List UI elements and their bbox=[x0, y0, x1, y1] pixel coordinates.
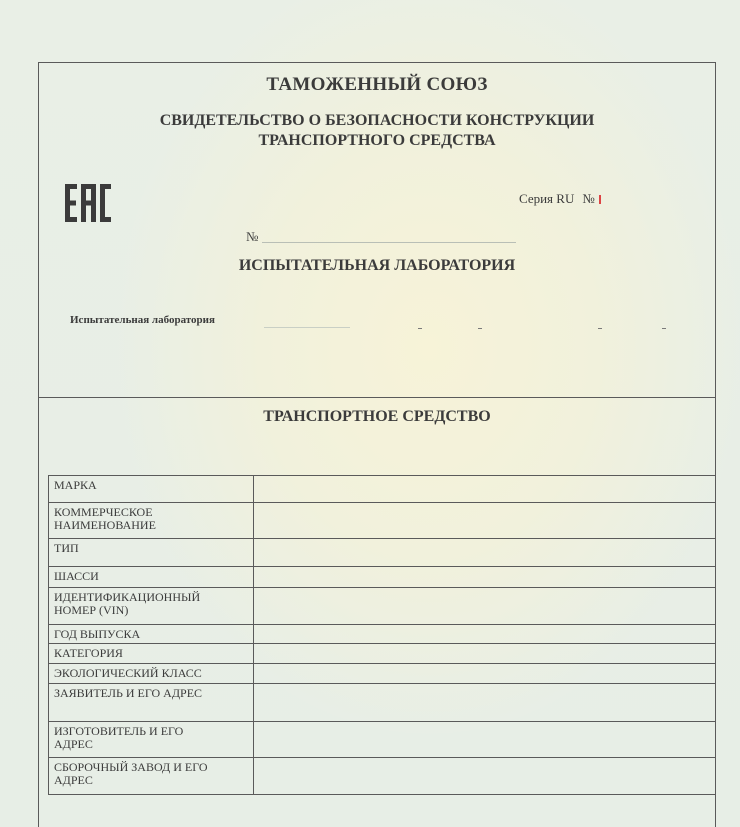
certificate-title-line2: ТРАНСПОРТНОГО СРЕДСТВА bbox=[258, 132, 496, 149]
row-label-assembly-plant: СБОРОЧНЫЙ ЗАВОД И ЕГО АДРЕС bbox=[49, 758, 254, 794]
row-value bbox=[254, 684, 716, 721]
table-row bbox=[49, 664, 716, 684]
series-number-label: № bbox=[582, 191, 595, 206]
row-value bbox=[254, 664, 716, 683]
row-label-vin: ИДЕНТИФИКАЦИОННЫЙ НОМЕР (VIN) bbox=[49, 588, 254, 624]
row-value bbox=[254, 588, 716, 624]
table-row bbox=[49, 588, 716, 625]
certificate-number-label: № bbox=[246, 229, 259, 244]
row-value bbox=[254, 758, 716, 794]
redaction-mark bbox=[662, 328, 666, 329]
row-label-applicant: ЗАЯВИТЕЛЬ И ЕГО АДРЕС bbox=[49, 684, 254, 721]
table-row bbox=[49, 503, 716, 539]
lab-heading: ИСПЫТАТЕЛЬНАЯ ЛАБОРАТОРИЯ bbox=[238, 257, 516, 274]
row-label-chassis: ШАССИ bbox=[49, 567, 254, 587]
row-value bbox=[254, 476, 716, 502]
row-label-commercial-name: КОММЕРЧЕСКОЕ НАИМЕНОВАНИЕ bbox=[49, 503, 254, 538]
table-row bbox=[49, 758, 716, 795]
row-value bbox=[254, 539, 716, 566]
redaction-mark bbox=[478, 328, 482, 329]
table-row bbox=[49, 476, 716, 503]
lab-field-label: Испытательная лаборатория bbox=[70, 314, 215, 326]
customs-union-heading: ТАМОЖЕННЫЙ СОЮЗ bbox=[266, 74, 488, 95]
row-value bbox=[254, 722, 716, 757]
table-row bbox=[49, 625, 716, 644]
eac-logo-icon bbox=[65, 184, 111, 222]
row-label-type: ТИП bbox=[49, 539, 254, 566]
redaction-mark bbox=[598, 328, 602, 329]
table-row bbox=[49, 722, 716, 758]
row-label-category: КАТЕГОРИЯ bbox=[49, 644, 254, 663]
serial-mark bbox=[599, 195, 601, 204]
lab-field-line bbox=[264, 327, 350, 328]
redaction-mark bbox=[418, 328, 422, 329]
row-value bbox=[254, 567, 716, 587]
section-divider bbox=[38, 397, 716, 398]
row-label-year: ГОД ВЫПУСКА bbox=[49, 625, 254, 643]
table-row bbox=[49, 644, 716, 664]
certificate-title-line1: СВИДЕТЕЛЬСТВО О БЕЗОПАСНОСТИ КОНСТРУКЦИИ bbox=[159, 112, 595, 129]
table-row bbox=[49, 539, 716, 567]
certificate-number-line bbox=[262, 242, 516, 243]
table-row bbox=[49, 567, 716, 588]
series-field bbox=[519, 191, 601, 207]
row-label-manufacturer: ИЗГОТОВИТЕЛЬ И ЕГО АДРЕС bbox=[49, 722, 254, 757]
row-value bbox=[254, 503, 716, 538]
row-label-brand: МАРКА bbox=[49, 476, 254, 502]
row-value bbox=[254, 644, 716, 663]
table-row bbox=[49, 684, 716, 722]
series-label: Серия RU bbox=[519, 191, 575, 206]
row-label-eco-class: ЭКОЛОГИЧЕСКИЙ КЛАСС bbox=[49, 664, 254, 683]
vehicle-heading: ТРАНСПОРТНОЕ СРЕДСТВО bbox=[263, 408, 491, 425]
vehicle-table bbox=[48, 475, 716, 795]
row-value bbox=[254, 625, 716, 643]
